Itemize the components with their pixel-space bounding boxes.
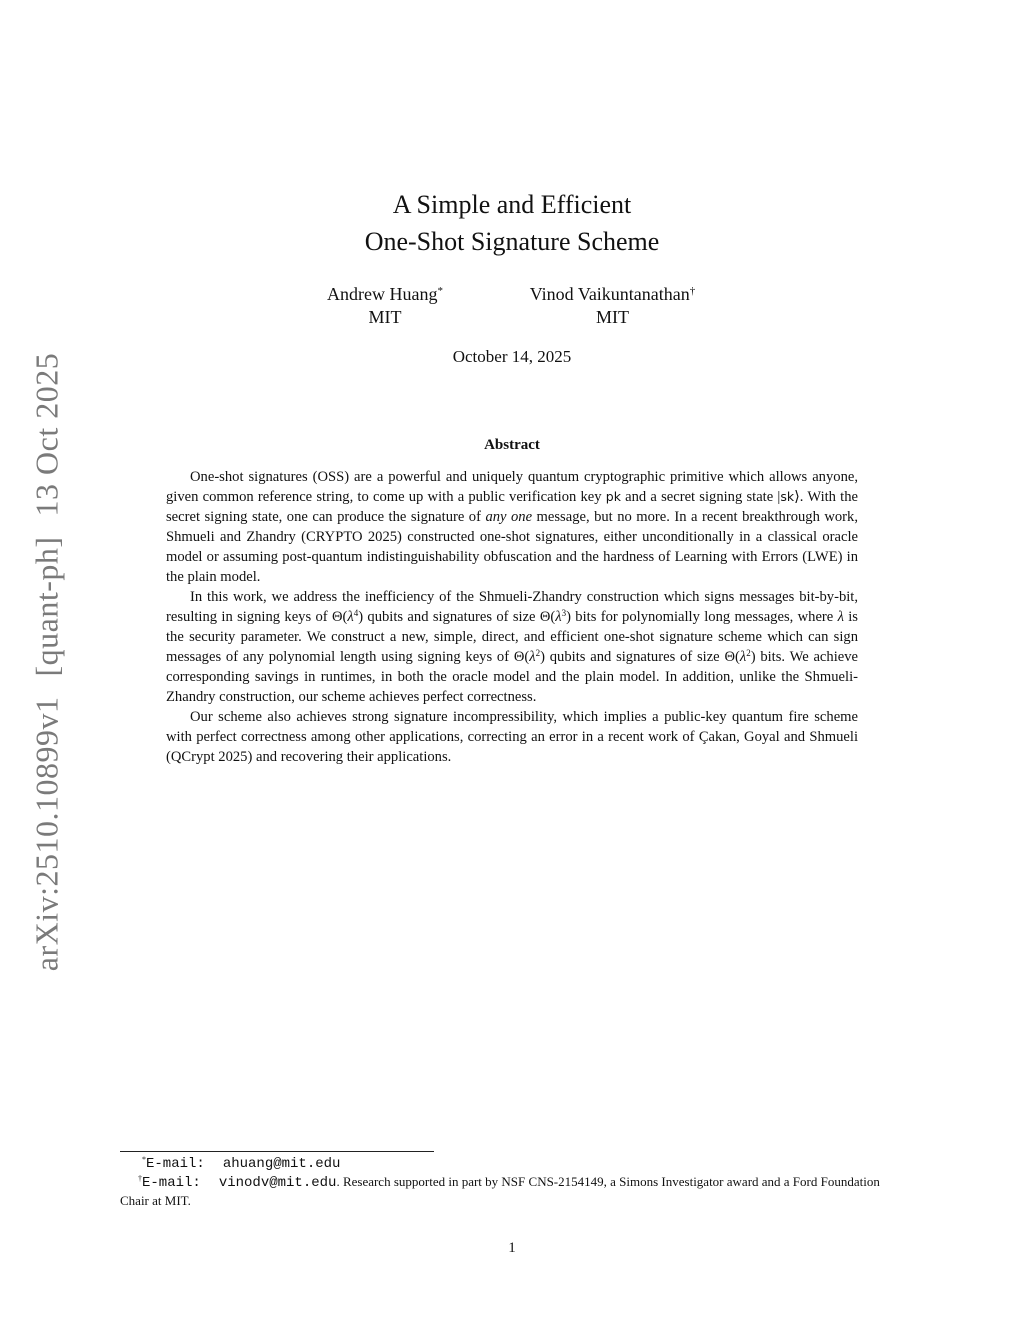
abstract-paragraph-3: Our scheme also achieves strong signature incompressibility, which implies a public-key quantum fire scheme with perfect correctness among other applications, correcting an error in a recent work of Çakan, Goyal and Shmueli (QCrypt 2025) and recovering their applications. bbox=[166, 709, 858, 765]
paper-date: October 14, 2025 bbox=[452, 347, 572, 366]
author-2 bbox=[510, 283, 715, 329]
footnote-divider bbox=[120, 1151, 434, 1152]
arxiv-date: 13 Oct 2025 bbox=[28, 352, 65, 517]
title-line-1: A Simple and Efficient bbox=[392, 190, 632, 219]
footnote-1-mark: * bbox=[142, 1155, 146, 1164]
title-line-2: One-Shot Signature Scheme bbox=[364, 227, 660, 256]
author-2-affiliation: MIT bbox=[596, 307, 629, 327]
author-1-footnote-mark: * bbox=[437, 285, 443, 297]
paper-title bbox=[0, 186, 1024, 260]
author-1 bbox=[310, 283, 460, 329]
footnotes bbox=[120, 1154, 906, 1210]
pk-symbol: pk bbox=[605, 489, 621, 504]
footnote-2-mark: † bbox=[138, 1174, 142, 1183]
author-1-affiliation: MIT bbox=[368, 307, 402, 327]
abstract-paragraph-2: In this work, we address the inefficiency of the Shmueli-Zhandry construction which signs messages bit-by-bit, resulting in signing keys of $\Theta(\lambda^4)$ qubits and signatures of size $\Theta(\lambda^3)$ bits for polynomially long messages, where λ is the security parameter. We construct a new, simple, direct, and efficient one-shot signature scheme which can sign messages of any polynomial length using signing keys of $\Theta(\lambda^2)$ qubits and signatures of size $\Theta(\lambda^2)$ bits. We achieve corresponding savings in runtimes, in both the oracle model and the plain model. In addition, unlike the Shmueli-Zhandry construction, our scheme achieves perfect correctness. bbox=[166, 589, 859, 705]
abstract-heading: Abstract bbox=[484, 437, 540, 453]
footnote-2 bbox=[120, 1173, 906, 1210]
footnote-2-email[interactable]: vinodv@mit.edu bbox=[218, 1175, 337, 1191]
abstract-paragraph-1: One-shot signatures (OSS) are a powerful and uniquely quantum cryptographic primitive which allows anyone, given common reference string, to come up with a public verification key pk and a secret signing state |sk⟩. With the secret signing state, one can produce the signature of any one message, but no more. In a recent breakthrough work, Shmueli and Zhandry (CRYPTO 2025) constructed one-shot signatures, either unconditionally in a classical oracle model or assuming post-quantum indistinguishability obfuscation and the hardness of Learning with Errors (LWE) in the plain model. bbox=[166, 469, 858, 585]
author-2-name: Vinod Vaikuntanathan bbox=[529, 284, 690, 304]
footnote-1 bbox=[120, 1154, 906, 1173]
sk-symbol: sk bbox=[780, 489, 795, 504]
page-number: 1 bbox=[508, 1240, 516, 1256]
arxiv-identifier: arXiv:2510.10899v1 bbox=[28, 696, 65, 972]
author-2-footnote-mark: † bbox=[689, 285, 696, 297]
footnote-1-email[interactable]: ahuang@mit.edu bbox=[222, 1156, 341, 1172]
footnote-2-text: . Research supported in part by NSF CNS-2154149, a Simons Investigator award and a Ford Foundation Chair at MIT. bbox=[120, 1174, 880, 1208]
abstract-body bbox=[166, 467, 858, 767]
author-1-name: Andrew Huang bbox=[327, 284, 438, 304]
footnote-2-label: E-mail: bbox=[142, 1175, 201, 1191]
emphasis-any-one: any one bbox=[485, 509, 533, 525]
arxiv-category: [quant-ph] bbox=[28, 536, 65, 677]
footnote-1-label: E-mail: bbox=[146, 1156, 205, 1172]
